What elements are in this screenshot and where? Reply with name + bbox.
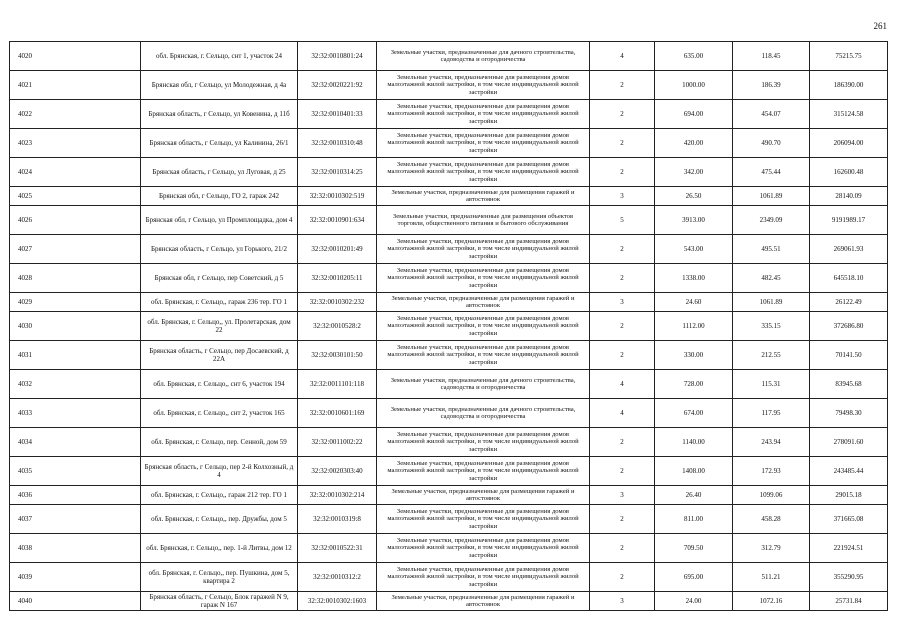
cadastral-number-cell: 32:32:0010302:214 xyxy=(298,486,377,505)
unit-value-cell: 335.15 xyxy=(733,312,810,341)
cadastral-number-cell: 32:32:0010302:232 xyxy=(298,293,377,312)
cadastral-value-cell: 79498.30 xyxy=(810,399,888,428)
land-use-cell: Земельные участки, предназначенные для размещения домов малоэтажной жилой застройки, в том числе индивидуальной жилой застройки xyxy=(377,129,590,158)
address-cell: обл. Брянская, г. Сельцо,, пер. Пушкина, дом 5, квартира 2 xyxy=(141,563,298,592)
unit-value-cell: 1061.89 xyxy=(733,187,810,206)
row-id: 4023 xyxy=(10,129,141,158)
table-row xyxy=(10,264,888,293)
land-use-cell: Земельные участки, предназначенные для размещения домов малоэтажной жилой застройки, в том числе индивидуальной жилой застройки xyxy=(377,341,590,370)
unit-value-cell: 495.51 xyxy=(733,235,810,264)
table-row xyxy=(10,534,888,563)
row-id: 4029 xyxy=(10,293,141,312)
land-use-cell: Земельные участки, предназначенные для размещения домов малоэтажной жилой застройки, в том числе индивидуальной жилой застройки xyxy=(377,505,590,534)
unit-value-cell: 1061.89 xyxy=(733,293,810,312)
cadastral-number-cell: 32:32:0010310:48 xyxy=(298,129,377,158)
cadastral-value-cell: 315124.58 xyxy=(810,100,888,129)
unit-value-cell: 118.45 xyxy=(733,42,810,71)
land-use-cell: Земельные участки, предназначенные для размещения гаражей и автостоянок xyxy=(377,293,590,312)
table-row xyxy=(10,158,888,187)
land-register-table xyxy=(9,41,888,611)
land-use-cell: Земельные участки, предназначенные для размещения домов малоэтажной жилой застройки, в том числе индивидуальной жилой застройки xyxy=(377,428,590,457)
cadastral-value-cell: 28140.09 xyxy=(810,187,888,206)
unit-value-cell: 490.70 xyxy=(733,129,810,158)
land-use-cell: Земельные участки, предназначенные для размещения домов малоэтажной жилой застройки, в том числе индивидуальной жилой застройки xyxy=(377,235,590,264)
cadastral-value-cell: 371665.08 xyxy=(810,505,888,534)
area-cell: 695.00 xyxy=(655,563,733,592)
area-cell: 330.00 xyxy=(655,341,733,370)
unit-value-cell: 482.45 xyxy=(733,264,810,293)
address-cell: Брянская обл, г Сельцо, ул Молодежная, д 4а xyxy=(141,71,298,100)
cadastral-number-cell: 32:32:0010205:11 xyxy=(298,264,377,293)
address-cell: обл. Брянская, г. Сельцо,, гараж 212 тер. ГО 1 xyxy=(141,486,298,505)
table-row xyxy=(10,100,888,129)
land-use-cell: Земельные участки, предназначенные для размещения домов малоэтажной жилой застройки, в том числе индивидуальной жилой застройки xyxy=(377,158,590,187)
address-cell: Брянская область, г Сельцо, ул Луговая, д 25 xyxy=(141,158,298,187)
area-cell: 674.00 xyxy=(655,399,733,428)
table-row xyxy=(10,341,888,370)
table-row xyxy=(10,563,888,592)
cadastral-number-cell: 32:32:0010601:169 xyxy=(298,399,377,428)
unit-value-cell: 475.44 xyxy=(733,158,810,187)
row-id: 4032 xyxy=(10,370,141,399)
group-cell: 2 xyxy=(590,158,655,187)
cadastral-value-cell: 269061.93 xyxy=(810,235,888,264)
land-use-cell: Земельные участки, предназначенные для размещения домов малоэтажной жилой застройки, в том числе индивидуальной жилой застройки xyxy=(377,264,590,293)
unit-value-cell: 511.21 xyxy=(733,563,810,592)
cadastral-number-cell: 32:32:0020303:40 xyxy=(298,457,377,486)
unit-value-cell: 172.93 xyxy=(733,457,810,486)
address-cell: Брянская обл, г Сельцо, пер Советский, д 5 xyxy=(141,264,298,293)
unit-value-cell: 2349.09 xyxy=(733,206,810,235)
address-cell: Брянская область, г Сельцо, ул Калинина, 26/1 xyxy=(141,129,298,158)
cadastral-number-cell: 32:32:0010312:2 xyxy=(298,563,377,592)
area-cell: 1140.00 xyxy=(655,428,733,457)
cadastral-value-cell: 645518.10 xyxy=(810,264,888,293)
address-cell: обл. Брянская, г. Сельцо,, снт 2, участок 165 xyxy=(141,399,298,428)
cadastral-number-cell: 32:32:0030101:50 xyxy=(298,341,377,370)
cadastral-number-cell: 32:32:0010302:519 xyxy=(298,187,377,206)
area-cell: 694.00 xyxy=(655,100,733,129)
area-cell: 543.00 xyxy=(655,235,733,264)
cadastral-number-cell: 32:32:0010302:1603 xyxy=(298,592,377,611)
address-cell: Брянская область, г Сельцо, ул Ковенина, д 11б xyxy=(141,100,298,129)
table-row xyxy=(10,293,888,312)
land-use-cell: Земельные участки, предназначенные для размещения объектов торговли, общественного питания и бытового обслуживания xyxy=(377,206,590,235)
table-row xyxy=(10,206,888,235)
address-cell: обл. Брянская, г. Сельцо,, пер. Дружбы, дом 5 xyxy=(141,505,298,534)
group-cell: 2 xyxy=(590,129,655,158)
group-cell: 4 xyxy=(590,399,655,428)
unit-value-cell: 115.31 xyxy=(733,370,810,399)
group-cell: 2 xyxy=(590,563,655,592)
cadastral-number-cell: 32:32:0020221:92 xyxy=(298,71,377,100)
group-cell: 3 xyxy=(590,293,655,312)
row-id: 4021 xyxy=(10,71,141,100)
group-cell: 2 xyxy=(590,428,655,457)
cadastral-value-cell: 70141.50 xyxy=(810,341,888,370)
table-row xyxy=(10,370,888,399)
page-number: 261 xyxy=(873,21,887,31)
row-id: 4024 xyxy=(10,158,141,187)
cadastral-number-cell: 32:32:0010901:634 xyxy=(298,206,377,235)
row-id: 4020 xyxy=(10,42,141,71)
table-row xyxy=(10,428,888,457)
cadastral-number-cell: 32:32:0010522:31 xyxy=(298,534,377,563)
group-cell: 2 xyxy=(590,235,655,264)
area-cell: 1000.00 xyxy=(655,71,733,100)
unit-value-cell: 458.28 xyxy=(733,505,810,534)
row-id: 4031 xyxy=(10,341,141,370)
area-cell: 24.60 xyxy=(655,293,733,312)
group-cell: 2 xyxy=(590,457,655,486)
cadastral-number-cell: 32:32:0010314:25 xyxy=(298,158,377,187)
group-cell: 2 xyxy=(590,264,655,293)
address-cell: Брянская область, г Сельцо, пер 2-й Колхозный, д 4 xyxy=(141,457,298,486)
land-use-cell: Земельные участки, предназначенные для дачного строительства, садоводства и огородничества xyxy=(377,370,590,399)
group-cell: 3 xyxy=(590,592,655,611)
cadastral-value-cell: 243485.44 xyxy=(810,457,888,486)
land-use-cell: Земельные участки, предназначенные для дачного строительства, садоводства и огородничества xyxy=(377,42,590,71)
area-cell: 24.00 xyxy=(655,592,733,611)
unit-value-cell: 186.39 xyxy=(733,71,810,100)
land-use-cell: Земельные участки, предназначенные для размещения гаражей и автостоянок xyxy=(377,187,590,206)
row-id: 4035 xyxy=(10,457,141,486)
unit-value-cell: 454.07 xyxy=(733,100,810,129)
group-cell: 2 xyxy=(590,100,655,129)
row-id: 4022 xyxy=(10,100,141,129)
group-cell: 2 xyxy=(590,71,655,100)
unit-value-cell: 312.79 xyxy=(733,534,810,563)
group-cell: 2 xyxy=(590,534,655,563)
group-cell: 5 xyxy=(590,206,655,235)
row-id: 4037 xyxy=(10,505,141,534)
group-cell: 3 xyxy=(590,187,655,206)
table-row xyxy=(10,187,888,206)
cadastral-number-cell: 32:32:0010801:24 xyxy=(298,42,377,71)
area-cell: 26.40 xyxy=(655,486,733,505)
cadastral-number-cell: 32:32:0010401:33 xyxy=(298,100,377,129)
cadastral-value-cell: 26122.49 xyxy=(810,293,888,312)
address-cell: Брянская обл, г Сельцо, ГО 2, гараж 242 xyxy=(141,187,298,206)
area-cell: 1112.00 xyxy=(655,312,733,341)
table-row xyxy=(10,312,888,341)
cadastral-value-cell: 83945.68 xyxy=(810,370,888,399)
land-use-cell: Земельные участки, предназначенные для размещения домов малоэтажной жилой застройки, в том числе индивидуальной жилой застройки xyxy=(377,312,590,341)
group-cell: 3 xyxy=(590,486,655,505)
land-use-cell: Земельные участки, предназначенные для размещения гаражей и автостоянок xyxy=(377,486,590,505)
table-row xyxy=(10,592,888,611)
cadastral-value-cell: 221924.51 xyxy=(810,534,888,563)
table-row xyxy=(10,486,888,505)
table-body xyxy=(10,42,888,611)
address-cell: Брянская область, г Сельцо, Блок гаражей N 9, гараж N 167 xyxy=(141,592,298,611)
land-use-cell: Земельные участки, предназначенные для размещения домов малоэтажной жилой застройки, в том числе индивидуальной жилой застройки xyxy=(377,534,590,563)
address-cell: Брянская обл, г Сельцо, ул Промплощадка, дом 4 xyxy=(141,206,298,235)
area-cell: 635.00 xyxy=(655,42,733,71)
area-cell: 728.00 xyxy=(655,370,733,399)
area-cell: 709.50 xyxy=(655,534,733,563)
cadastral-value-cell: 9191989.17 xyxy=(810,206,888,235)
area-cell: 420.00 xyxy=(655,129,733,158)
address-cell: обл. Брянская, г. Сельцо, снт 1, участок 24 xyxy=(141,42,298,71)
table-row xyxy=(10,505,888,534)
cadastral-value-cell: 75215.75 xyxy=(810,42,888,71)
row-id: 4038 xyxy=(10,534,141,563)
land-use-cell: Земельные участки, предназначенные для дачного строительства, садоводства и огородничества xyxy=(377,399,590,428)
table-row xyxy=(10,42,888,71)
group-cell: 4 xyxy=(590,370,655,399)
area-cell: 342.00 xyxy=(655,158,733,187)
group-cell: 2 xyxy=(590,505,655,534)
cadastral-value-cell: 25731.84 xyxy=(810,592,888,611)
address-cell: Брянская область, г Сельцо, ул Горького, 21/2 xyxy=(141,235,298,264)
land-use-cell: Земельные участки, предназначенные для размещения домов малоэтажной жилой застройки, в том числе индивидуальной жилой застройки xyxy=(377,457,590,486)
unit-value-cell: 212.55 xyxy=(733,341,810,370)
table-row xyxy=(10,129,888,158)
group-cell: 2 xyxy=(590,341,655,370)
address-cell: обл. Брянская, г. Сельцо,, пер. 1-й Литвы, дом 12 xyxy=(141,534,298,563)
address-cell: обл. Брянская, г. Сельцо, пер. Сенной, дом 59 xyxy=(141,428,298,457)
area-cell: 3913.00 xyxy=(655,206,733,235)
area-cell: 26.50 xyxy=(655,187,733,206)
cadastral-number-cell: 32:32:0010528:2 xyxy=(298,312,377,341)
row-id: 4034 xyxy=(10,428,141,457)
row-id: 4040 xyxy=(10,592,141,611)
address-cell: обл. Брянская, г. Сельцо,, ул. Пролетарская, дом 22 xyxy=(141,312,298,341)
land-use-cell: Земельные участки, предназначенные для размещения гаражей и автостоянок xyxy=(377,592,590,611)
cadastral-value-cell: 186390.00 xyxy=(810,71,888,100)
row-id: 4036 xyxy=(10,486,141,505)
unit-value-cell: 243.94 xyxy=(733,428,810,457)
area-cell: 1408.00 xyxy=(655,457,733,486)
row-id: 4033 xyxy=(10,399,141,428)
address-cell: Брянская область, г Сельцо, пер Досаевский, д 22А xyxy=(141,341,298,370)
group-cell: 2 xyxy=(590,312,655,341)
row-id: 4026 xyxy=(10,206,141,235)
cadastral-value-cell: 206094.00 xyxy=(810,129,888,158)
cadastral-value-cell: 355290.95 xyxy=(810,563,888,592)
land-use-cell: Земельные участки, предназначенные для размещения домов малоэтажной жилой застройки, в том числе индивидуальной жилой застройки xyxy=(377,563,590,592)
row-id: 4028 xyxy=(10,264,141,293)
row-id: 4027 xyxy=(10,235,141,264)
row-id: 4025 xyxy=(10,187,141,206)
row-id: 4039 xyxy=(10,563,141,592)
cadastral-value-cell: 278091.60 xyxy=(810,428,888,457)
table-row xyxy=(10,457,888,486)
land-use-cell: Земельные участки, предназначенные для размещения домов малоэтажной жилой застройки, в том числе индивидуальной жилой застройки xyxy=(377,100,590,129)
unit-value-cell: 117.95 xyxy=(733,399,810,428)
land-use-cell: Земельные участки, предназначенные для размещения домов малоэтажной жилой застройки, в том числе индивидуальной жилой застройки xyxy=(377,71,590,100)
unit-value-cell: 1099.06 xyxy=(733,486,810,505)
cadastral-number-cell: 32:32:0011101:118 xyxy=(298,370,377,399)
table-row xyxy=(10,399,888,428)
table-row xyxy=(10,235,888,264)
area-cell: 1338.00 xyxy=(655,264,733,293)
cadastral-value-cell: 162600.48 xyxy=(810,158,888,187)
address-cell: обл. Брянская, г. Сельцо,, снт 6, участок 194 xyxy=(141,370,298,399)
address-cell: обл. Брянская, г. Сельцо,, гараж 236 тер. ГО 1 xyxy=(141,293,298,312)
unit-value-cell: 1072.16 xyxy=(733,592,810,611)
cadastral-number-cell: 32:32:0010201:49 xyxy=(298,235,377,264)
cadastral-number-cell: 32:32:0011002:22 xyxy=(298,428,377,457)
group-cell: 4 xyxy=(590,42,655,71)
table-row xyxy=(10,71,888,100)
cadastral-value-cell: 29015.18 xyxy=(810,486,888,505)
row-id: 4030 xyxy=(10,312,141,341)
area-cell: 811.00 xyxy=(655,505,733,534)
cadastral-value-cell: 372686.80 xyxy=(810,312,888,341)
cadastral-number-cell: 32:32:0010319:8 xyxy=(298,505,377,534)
